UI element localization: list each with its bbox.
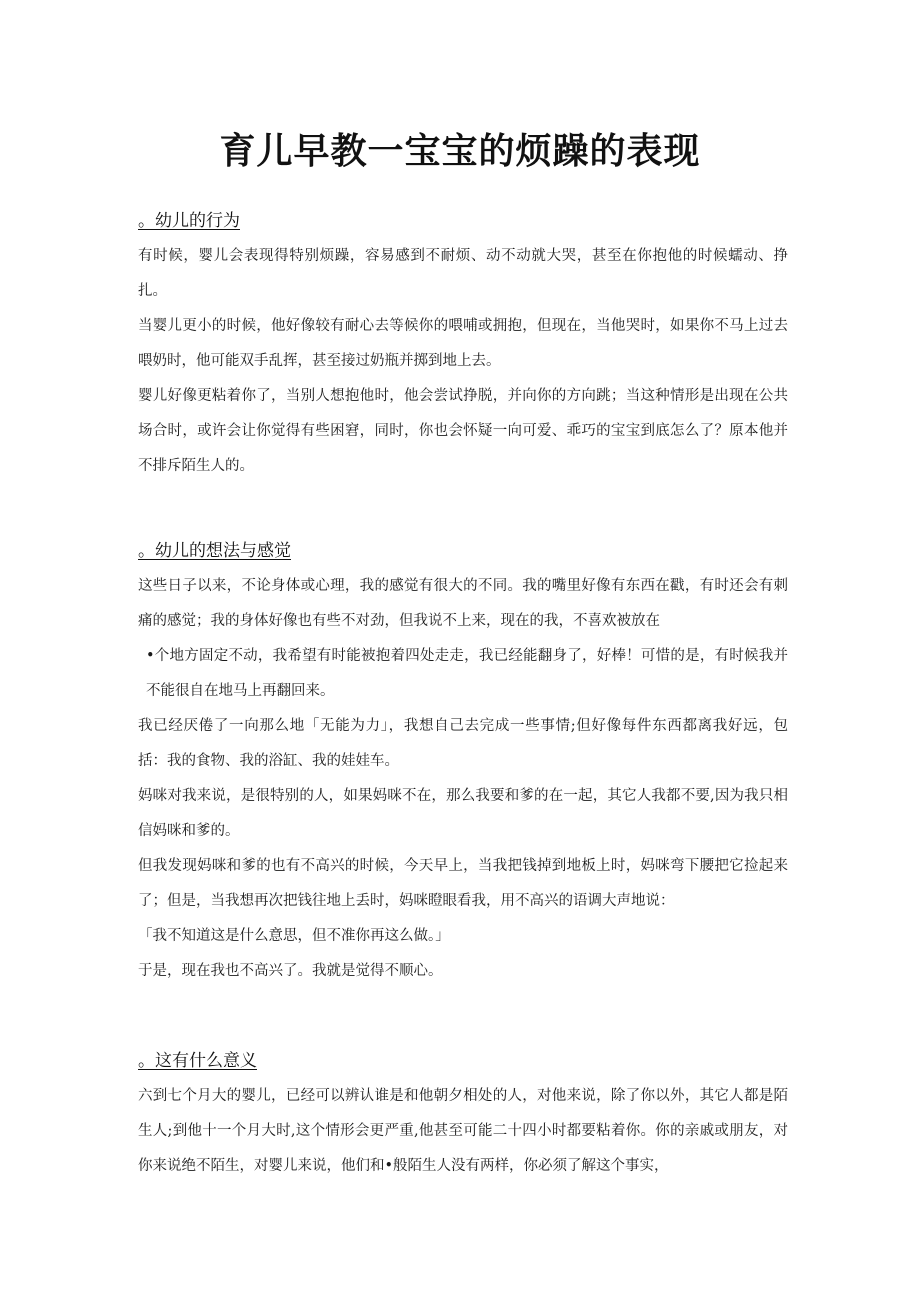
paragraph: 六到七个月大的婴儿，已经可以辨认谁是和他朝夕相处的人，对他来说，除了你以外，其它人都是陌生人;到他十一个月大时,这个情形会更严重,他甚至可能二十四小时都要粘着你。你的亲戚或朋友，对你来说绝不陌生，对婴儿来说，他们和•般陌生人没有两样，你必须了解这个事实， (138, 1088, 788, 1174)
paragraph: 我已经厌倦了一向那么地「无能为力」，我想自己去完成一些事情;但好像每件东西都离我好远，包括：我的食物、我的浴缸、我的娃娃车。 (138, 718, 788, 769)
paragraph: 这些日子以来，不论身体或心理，我的感觉有很大的不同。我的嘴里好像有东西在戳，有时还会有刺痛的感觉；我的身体好像也有些不对劲，但我说不上来，现在的我，不喜欢被放在 (138, 578, 788, 629)
paragraph: 于是，现在我也不高兴了。我就是觉得不顺心。 (138, 963, 443, 979)
paragraph: 但我发现妈咪和爹的也有不高兴的时候，今天早上，当我把钱掉到地板上时，妈咪弯下腰把它捡起来了；但是，当我想再次把钱往地上丢时，妈咪瞪眼看我，用不高兴的语调大声地说： (138, 858, 788, 909)
paragraph: 当婴儿更小的时候，他好像较有耐心去等候你的喂哺或拥抱，但现在，当他哭时，如果你不马上过去喂奶时，他可能双手乱挥，甚至接过奶瓶并掷到地上去。 (138, 318, 788, 369)
section-what-it-means (138, 1049, 788, 1184)
section-heading: 。幼儿的行为 (138, 211, 240, 231)
paragraph: 「我不知道这是什么意思，但不准你再这么做。」 (138, 928, 450, 944)
paragraph: 婴儿好像更粘着你了，当别人想抱他时，他会尝试挣脱，并向你的方向跳；当这种情形是出现在公共场合时，或许会让你觉得有些困窘，同时，你也会怀疑一向可爱、乖巧的宝宝到底怎么了？原本他并不排斥陌生人的。 (138, 388, 788, 474)
section-infant-thoughts-feelings (138, 539, 788, 989)
paragraph: 有时候，婴儿会表现得特别烦躁，容易感到不耐烦、动不动就大哭，甚至在你抱他的时候蠕动、挣扎。 (138, 248, 788, 299)
paragraph: •个地方固定不动，我希望有时能被抱着四处走走，我已经能翻身了，好棒！可惜的是，有时候我并不能很自在地马上再翻回来。 (146, 648, 788, 699)
paragraph: 妈咪对我来说，是很特别的人，如果妈咪不在，那么我要和爹的在一起，其它人我都不要,因为我只相信妈咪和爹的。 (138, 788, 788, 839)
document-title: 育儿早教一宝宝的烦躁的表现 (219, 131, 701, 172)
section-infant-behavior (138, 209, 788, 484)
section-heading: 。这有什么意义 (138, 1051, 257, 1071)
section-heading: 。幼儿的想法与感觉 (138, 541, 291, 561)
